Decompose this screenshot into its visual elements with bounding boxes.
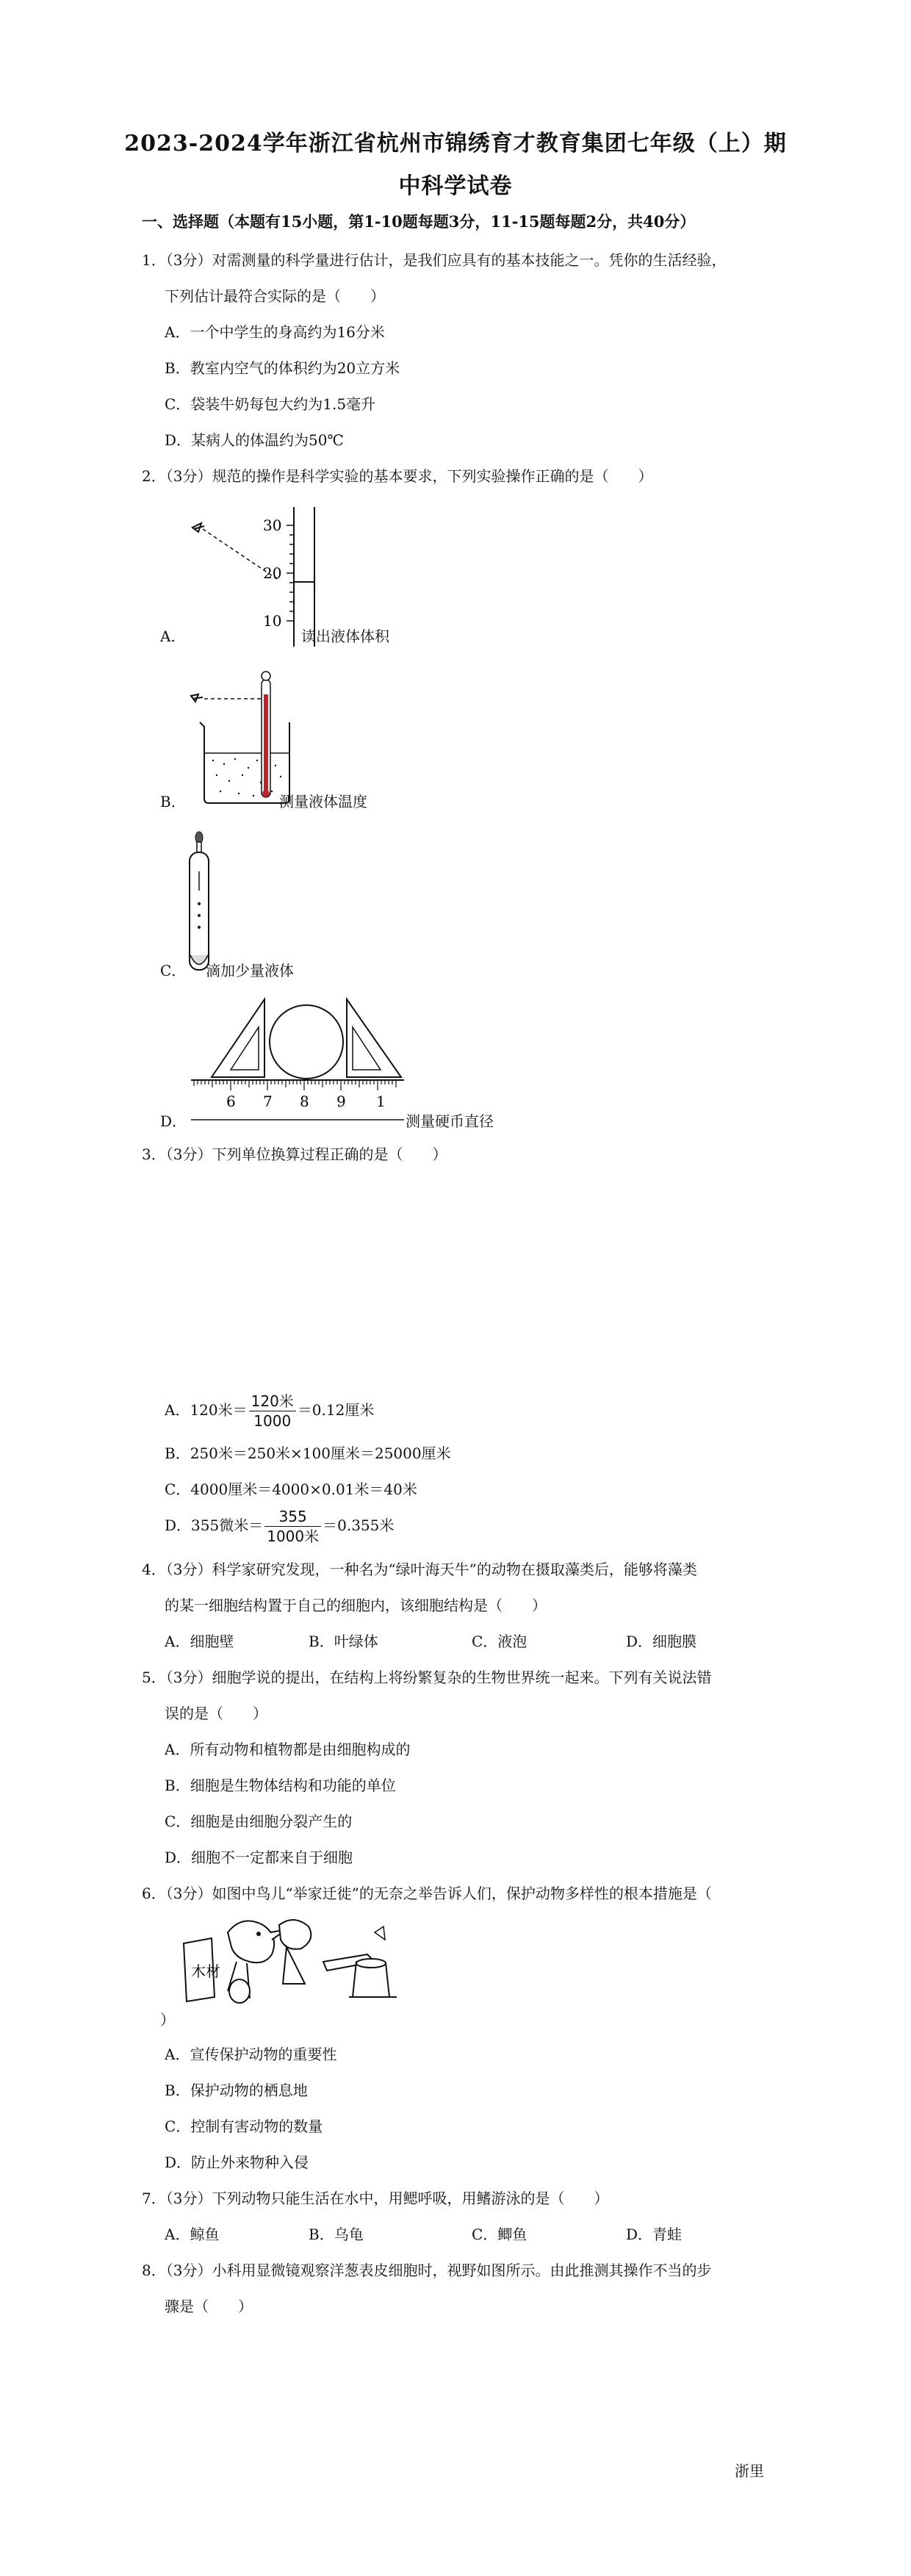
q5-option-d: D．细胞不一定都来自于细胞: [165, 1849, 353, 1866]
q1-stem-line1: 1．（3分）对需测量的科学量进行估计，是我们应具有的基本技能之一。凭你的生活经验，: [142, 251, 727, 269]
q5-stem-line2: 误的是（ ）: [165, 1705, 267, 1722]
q2-figure-d-ruler: [184, 990, 411, 1123]
q3-d-numerator: 355: [264, 1507, 321, 1527]
q3-option-b: B．250米＝250米×100厘米＝25000厘米: [165, 1444, 451, 1462]
q4-option-b: B．叶绿体: [309, 1633, 378, 1650]
q6-stem-line2: ）: [160, 2011, 175, 2029]
q3-a-numerator: 120米: [249, 1392, 296, 1411]
q5-stem-line1: 5．（3分）细胞学说的提出，在结构上将纷繁复杂的生物世界统一起来。下列有关说法错: [142, 1669, 712, 1686]
cylinder-tick-10: 10: [263, 612, 282, 630]
q3-a-suffix: ＝0.12厘米: [297, 1401, 375, 1419]
q7-option-a: A．鲸鱼: [165, 2226, 220, 2243]
q5-option-a: A．所有动物和植物都是由细胞构成的: [165, 1741, 411, 1758]
q1-option-d: D．某病人的体温约为50℃: [165, 431, 344, 449]
q3-a-denominator: 1000: [253, 1412, 292, 1430]
q3-option-a: [165, 1392, 374, 1431]
q1-option-c: C．袋装牛奶每包大约为1.5毫升: [165, 395, 376, 413]
q6-stem-line1: 6．（3分）如图中鸟儿“举家迁徙”的无奈之举告诉人们，保护动物多样性的根本措施是（: [142, 1885, 712, 1902]
q2-stem: 2．（3分）规范的操作是科学实验的基本要求，下列实验操作正确的是（ ）: [142, 467, 653, 485]
q2-option-c-label: C．: [160, 962, 187, 979]
exam-title-line2: 中科学试卷: [398, 173, 513, 199]
page-footer: 浙里: [735, 2462, 764, 2480]
q8-stem-line2: 骤是（ ）: [165, 2298, 253, 2315]
exam-title-line1: 2023-2024学年浙江省杭州市锦绣育才教育集团七年级（上）期: [124, 131, 787, 156]
ruler-tick-7: 7: [263, 1093, 273, 1110]
q4-stem-line1: 4．（3分）科学家研究发现，一种名为“绿叶海天牛”的动物在摄取藻类后，能够将藻类: [142, 1561, 697, 1578]
q5-option-c: C．细胞是由细胞分裂产生的: [165, 1813, 353, 1830]
ruler-tick-9: 9: [336, 1093, 346, 1110]
q4-option-d: D．细胞膜: [626, 1633, 697, 1650]
cylinder-tick-20: 20: [263, 564, 282, 582]
q1-option-b: B．教室内空气的体积约为20立方米: [165, 359, 400, 377]
q4-option-a: A．细胞壁: [165, 1633, 234, 1650]
q2-option-a-caption: 读出液体体积: [301, 627, 389, 645]
q3-d-denominator: 1000米: [267, 1528, 320, 1545]
q6-option-b: B．保护动物的栖息地: [165, 2082, 308, 2099]
q3-stem: 3．（3分）下列单位换算过程正确的是（ ）: [142, 1145, 447, 1163]
q6-option-c: C．控制有害动物的数量: [165, 2118, 323, 2135]
q3-d-prefix: D．355微米＝: [165, 1517, 264, 1534]
q2-figure-c-dropper: [184, 830, 228, 977]
q8-stem-line1: 8．（3分）小科用显微镜观察洋葱表皮细胞时，视野如图所示。由此推测其操作不当的步: [142, 2262, 712, 2279]
q2-option-a-label: A．: [160, 627, 186, 645]
q4-stem-line2: 的某一细胞结构置于自己的细胞内，该细胞结构是（ ）: [165, 1597, 547, 1614]
q3-option-d: [165, 1507, 394, 1546]
q6-option-d: D．防止外来物种入侵: [165, 2154, 309, 2171]
q3-option-c: C．4000厘米＝4000×0.01米＝40米: [165, 1481, 417, 1498]
q2-figure-b-beaker: [184, 665, 301, 808]
q2-option-d-label: D．: [160, 1112, 187, 1130]
q2-option-d-caption: 测量硬币直径: [406, 1112, 494, 1130]
q5-option-b: B．细胞是生物体结构和功能的单位: [165, 1777, 396, 1794]
ruler-tick-8: 8: [300, 1093, 309, 1110]
q2-option-b-label: B．: [160, 793, 186, 810]
q1-stem-line2: 下列估计最符合实际的是（ ）: [165, 287, 385, 305]
q2-option-c-caption: 滴加少量液体: [206, 962, 294, 979]
q3-d-fraction: [264, 1507, 321, 1546]
q3-a-prefix: A．120米＝: [165, 1401, 248, 1419]
q7-option-c: C．鲫鱼: [472, 2226, 527, 2243]
q6-figure-birds-migrating: [176, 1910, 397, 2010]
q6-sign-text: 木材: [191, 1962, 220, 1980]
q7-option-b: B．乌龟: [309, 2226, 364, 2243]
q7-option-d: D．青蛙: [626, 2226, 683, 2243]
q1-option-a: A．一个中学生的身高约为16分米: [165, 323, 385, 341]
q3-a-fraction: [249, 1392, 296, 1431]
ruler-tick-6: 6: [226, 1093, 236, 1110]
q6-option-a: A．宣传保护动物的重要性: [165, 2046, 337, 2063]
q7-stem: 7．（3分）下列动物只能生活在水中，用鳃呼吸，用鳍游泳的是（ ）: [142, 2190, 609, 2207]
q3-d-suffix: ＝0.355米: [323, 1517, 395, 1534]
q2-option-b-caption: 测量液体温度: [279, 793, 367, 810]
section-heading: 一、选择题（本题有15小题，第1-10题每题3分，11-15题每题2分，共40分）: [142, 212, 696, 231]
q4-option-c: C．液泡: [472, 1633, 527, 1650]
ruler-tick-10: 1: [376, 1093, 386, 1110]
cylinder-tick-30: 30: [263, 517, 282, 534]
